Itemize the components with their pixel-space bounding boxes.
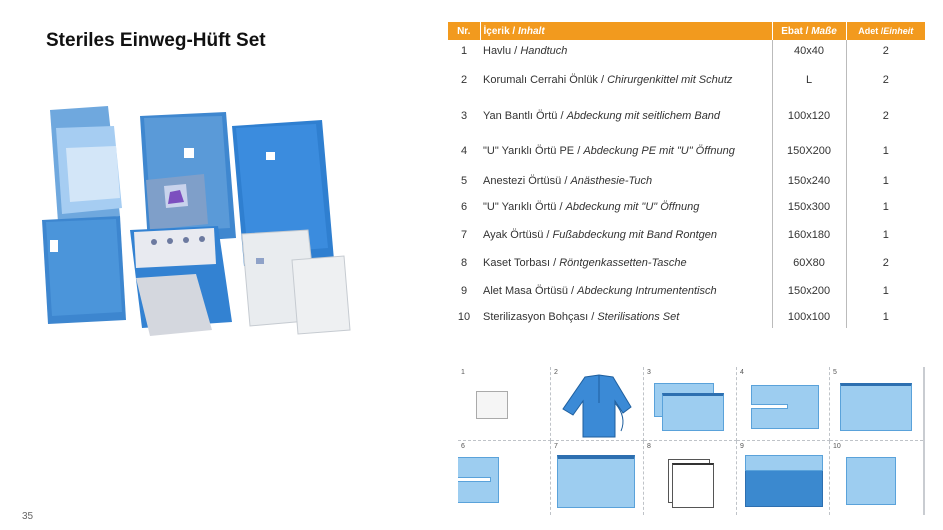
header-qty: Adet /Einheit — [846, 22, 925, 40]
table-row: 7 Ayak Örtüsü / Fußabdeckung mit Band Rontgen 160x180 1 — [448, 220, 925, 250]
table-row: 1 Havlu / Handtuch 40x40 2 — [448, 40, 925, 62]
table-row: 6 "U" Yarıklı Örtü / Abdeckung mit "U" Öffnung 150x300 1 — [448, 194, 925, 220]
diagram-gown: 2 — [551, 367, 644, 441]
diagram-towel: 1 — [458, 367, 551, 441]
product-photo — [36, 88, 356, 344]
cassette-pocket — [146, 174, 208, 230]
table-row: 9 Alet Masa Örtüsü / Abdeckung Intrumententisch 150x200 1 — [448, 276, 925, 306]
gown-icon — [555, 373, 640, 439]
table-row: 5 Anestezi Örtüsü / Anästhesie-Tuch 150x240 1 — [448, 168, 925, 194]
item-diagrams — [458, 367, 925, 515]
diagram-cassette-bag: 8 — [644, 441, 737, 515]
header-content: İçerik / Inhalt — [480, 22, 772, 40]
diagram-instrument-table-cover: 9 — [737, 441, 830, 515]
table-header-row — [448, 22, 925, 40]
table-row: 4 "U" Yarıklı Örtü PE / Abdeckung PE mit "U" Öffnung 150X200 1 — [448, 134, 925, 168]
table-row: 3 Yan Bantlı Örtü / Abdeckung mit seitlichem Band 100x120 2 — [448, 98, 925, 134]
folded-drape-front-left — [42, 216, 126, 324]
diagram-side-band-drape: 3 — [644, 367, 737, 441]
table-row: 8 Kaset Torbası / Röntgenkassetten-Tasche 60X80 2 — [448, 250, 925, 276]
slide-title: Steriles Einweg-Hüft Set — [46, 30, 266, 51]
instrument-table-cover — [130, 226, 232, 336]
towel-icon — [476, 391, 508, 419]
table-row: 2 Korumalı Cerrahi Önlük / Chirurgenkittel mit Schutz L 2 — [448, 62, 925, 98]
diagram-anaesthesia-drape: 5 — [830, 367, 923, 441]
diagram-u-drape-pe: 4 — [737, 367, 830, 441]
folded-drape-light — [50, 106, 122, 222]
clear-pe-bag — [242, 230, 350, 334]
header-size: Ebat / Maße — [772, 22, 846, 40]
header-nr: Nr. — [448, 22, 480, 40]
diagram-foot-cover: 7 — [551, 441, 644, 515]
diagram-sterilisation-wrap: 10 — [830, 441, 923, 515]
table-row: 10 Sterilizasyon Bohçası / Sterilisations Set 100x100 1 — [448, 306, 925, 328]
diagram-u-drape: 6 — [458, 441, 551, 515]
content-table — [448, 22, 925, 328]
page-number: 35 — [22, 511, 34, 522]
